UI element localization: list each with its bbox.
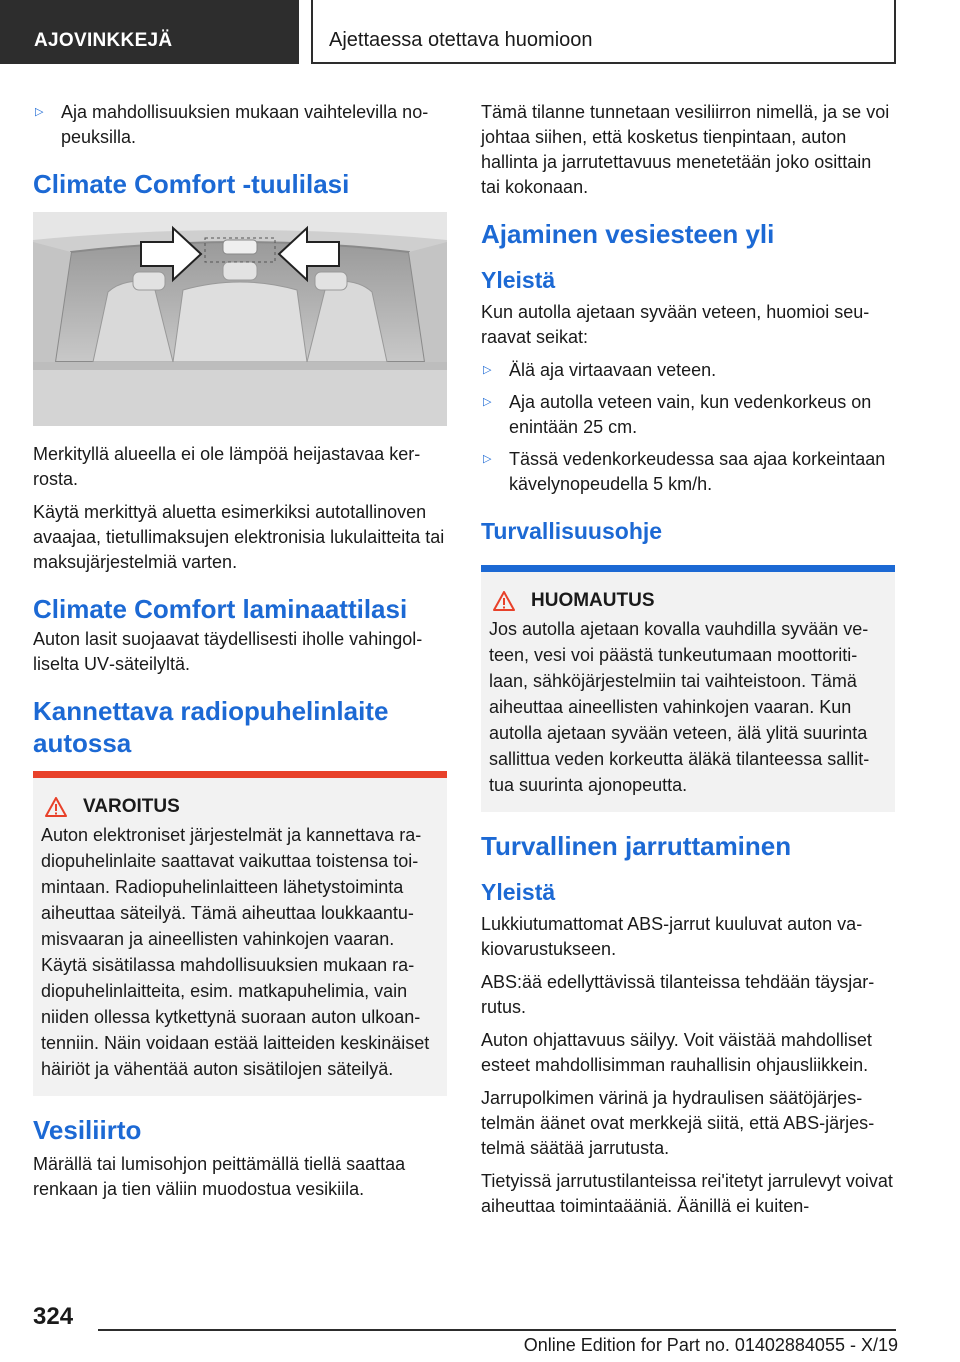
heading-safe-braking: Turvallinen jarruttaminen bbox=[481, 831, 792, 861]
windshield-figure bbox=[33, 212, 447, 426]
warning-text: Auton elektroniset järjestelmät ja kannettava radiopuhelinlaite saattavat vaikuttaa toistensa toimintaan. Radiopuhelinlaitteen lähetystoiminta aiheuttaa säteilyä. Tämä aiheuttaa loukkaantumisvaaran ja aineellisten vahinkojen vaaran. Käytä sisätilassa mahdollisuuksien mukaan radiopuhelinlaitteita, esim. matkapuhelimia, vain niiden ollessa kytkettynä suoraan auton ulkoantenniin. Näin voidaan estää laitteiden keskinäiset häiriöt ja vähentää auton sisätilojen säteilyä. bbox=[41, 825, 430, 1079]
triangle-bullet-icon: ▷ bbox=[483, 364, 492, 376]
triangle-bullet-icon: ▷ bbox=[483, 453, 492, 465]
subheading-general: Yleistä bbox=[481, 267, 556, 293]
heading-climate-windshield: Climate Comfort ‑tuulilasi bbox=[33, 169, 350, 199]
laminate-text: Auton lasit suojaavat täydellisesti iholle vahingolliselta UV‑säteilyltä. bbox=[33, 629, 423, 674]
left-column bbox=[33, 100, 447, 1210]
warning-triangle-icon bbox=[493, 591, 515, 611]
chapter-tab: AJOVINKKEJÄ bbox=[0, 0, 299, 64]
water-intro-text: Kun autolla ajetaan syvään veteen, huomioi seuraavat seikat: bbox=[481, 302, 870, 347]
section-title: Ajettaessa otettava huomioon bbox=[311, 0, 896, 64]
list-item: ▷ Tässä vedenkorkeudessa saa ajaa korkeintaan kävelynopeudella 5 km/h. bbox=[481, 447, 895, 497]
notice-text: Jos autolla ajetaan kovalla vauhdilla syvään veteen, vesi voi päästä tunkeutumaan moottoritilaan, sähköjärjestelmiin tai vaihteistoon. Tämä aiheuttaa aineellisten vahinkojen vaaran. Kun autolla ajetaan syvään veteen, älä ylitä suurinta sallittua veden korkeutta äläkä tilanteessa sallittua suurinta ajonopeutta. bbox=[489, 619, 870, 795]
list-item: ▷ Aja mahdollisuuksien mukaan vaihtelevilla nopeuksilla. bbox=[33, 100, 447, 150]
heading-safety-note: Turvallisuusohje bbox=[481, 518, 663, 544]
edition-text: Online Edition for Part no. 01402884055 - X/19 bbox=[523, 1335, 898, 1355]
list-item: ▷ Älä aja virtaavaan veteen. bbox=[481, 358, 895, 383]
braking-paragraph: Lukkiutumattomat ABS‑jarrut kuuluvat auton vakiovarustukseen. bbox=[481, 914, 863, 959]
aquaplaning-continued-text: Tämä tilanne tunnetaan vesiliirron nimellä, ja se voi johtaa siihen, että kosketus tienpintaan, auton hallinta ja jarrutettavuus menetetään joko osittain tai kokonaan. bbox=[481, 102, 890, 197]
figure-caption-2: Käytä merkittyä aluetta esimerkiksi autotallinoven avaajaa, tietullimaksujen elektronisia lukulaitteita tai maksujärjestelmiä varten. bbox=[33, 502, 445, 572]
heading-aquaplaning: Vesiliirto bbox=[33, 1115, 142, 1145]
notice-bar bbox=[481, 565, 895, 572]
footer-divider bbox=[98, 1329, 896, 1331]
warning-box bbox=[33, 771, 447, 1096]
right-column bbox=[481, 100, 895, 1227]
aquaplaning-text: Märällä tai lumisohjon peittämällä tiellä saattaa renkaan ja tien väliin muodostua vesikiila. bbox=[33, 1154, 406, 1199]
notice-header: HUOMAUTUS bbox=[489, 590, 887, 612]
list-item: ▷ Aja autolla veteen vain, kun vedenkorkeus on enintään 25 cm. bbox=[481, 390, 895, 440]
heading-radio: Kannettava radiopuhelinlaite autossa bbox=[33, 696, 389, 758]
braking-paragraph: ABS:ää edellyttävissä tilanteissa tehdään täysjarrutus. bbox=[481, 972, 875, 1017]
warning-bar bbox=[33, 771, 447, 778]
notice-box bbox=[481, 565, 895, 812]
page-number: 324 bbox=[33, 1303, 74, 1330]
warning-header: VAROITUS bbox=[41, 796, 439, 818]
subheading-general-2: Yleistä bbox=[481, 879, 556, 905]
braking-paragraph: Jarrupolkimen värinä ja hydraulisen säätöjärjestelmän äänet ovat merkkejä siitä, että ABS‑järjestelmä säätää jarrutusta. bbox=[481, 1088, 875, 1158]
braking-paragraph: Auton ohjattavuus säilyy. Voit väistää mahdolliset esteet mahdollisimman rauhallisin ohjausliikkein. bbox=[481, 1030, 872, 1075]
page-footer bbox=[0, 1290, 960, 1362]
triangle-bullet-icon: ▷ bbox=[483, 396, 492, 408]
warning-triangle-icon bbox=[45, 797, 67, 817]
heading-laminate-glass: Climate Comfort laminaattilasi bbox=[33, 594, 408, 624]
braking-paragraph: Tietyissä jarrutustilanteissa rei'itetyt jarrulevyt voivat aiheuttaa toimintaääniä. Äänillä ei kuiten‑ bbox=[481, 1171, 893, 1216]
triangle-bullet-icon: ▷ bbox=[35, 106, 44, 118]
figure-caption: Merkityllä alueella ei ole lämpöä heijastavaa kerrosta. bbox=[33, 444, 421, 489]
heading-water-crossing: Ajaminen vesiesteen yli bbox=[481, 219, 775, 249]
